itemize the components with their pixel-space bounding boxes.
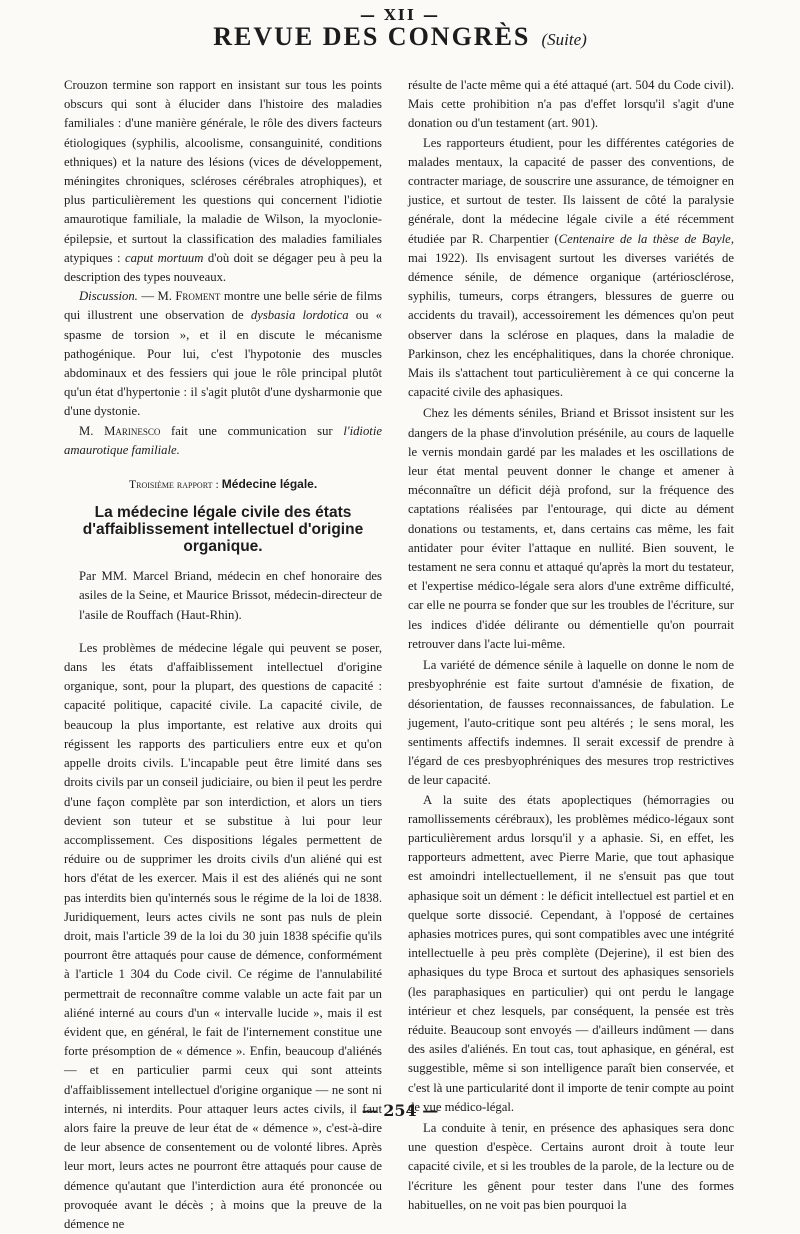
paragraph: La variété de démence sénile à laquelle on donne le nom de presbyophrénie est faite surtout d'amnésie de fixation, de désorientation, de fausses reconnaissances, de fabulation. Le jugement, l'auto-critique sont peu altérés ; le sens moral, les sentiments affectifs indemnes. Il serait excessif de prendre à l'égard de ces presbyophréniques des mesures trop restrictives de leur capacité. <box>408 658 734 788</box>
left-column <box>64 76 382 1234</box>
right-column <box>408 76 734 1215</box>
paragraph: Les rapporteurs étudient, pour les différentes catégories de malades mentaux, la capacité de passer des conventions, de contracter mariage, de souscrire une assurance, de témoigner en justice, et surtout de tester. Ils laissent de côté la paralysie générale, dont la médecine légale civile a été récemment étudiée par R. Charpentier (Centenaire de la thèse de Bayle, mai 1922). Ils envisagent surtout les diverses variétés de démence sénile, de démence organique (artériosclérose, syphilis, tumeurs, corps étrangers, blessures de guerre ou accidents du travail), accessoirement les démences qu'on peut observer dans la sclérose en plaques, dans la maladie de Parkinson, chez les encéphalitiques, dans la chorée chronique. Mais ils s'attachent tout particulièrement à ce qui concerne la capacité civile des aphasiques. <box>408 135 734 400</box>
paragraph: Chez les déments séniles, Briand et Brissot insistent sur les dangers de la phase d'involution présénile, au cours de laquelle le vernis mondain gardé par les malades et les oscillations de leur état mental peuvent donner le change et amener à méconnaître un déficit déjà profond, sur la fréquence des captations réalisées par l'entourage, qui dicte au dément donations ou testaments, et, dans certains cas même, les fait antidater pour éviter l'attaque en nullité. Bien souvent, le testament ne sera connu et attaqué qu'après la mort du testateur, et l'expertise médico-légale sera alors d'une extrême difficulté, car elle ne pourra se fonder que sur les troubles de l'écriture, sur les indices d'idée délirante ou démentielle qu'on pourrait retrouver dans l'acte lui-même. <box>408 406 734 651</box>
section-label: Troisième rapport : Médecine légale. <box>128 477 318 492</box>
article-authors: Par MM. Marcel Briand, médecin en chef honoraire des asiles de la Seine, et Maurice Brissot, médecin-directeur de l'asile de Rouffach (Haut-Rhin). <box>79 569 382 622</box>
journal-subtitle: (Suite) <box>541 30 587 49</box>
roman-page-number: — XII — <box>359 6 441 24</box>
paragraph: La conduite à tenir, en présence des aphasiques sera donc une question d'espèce. Certains auront droit à toute leur capacité civile, et si les troubles de la parole, de la lecture ou de l'écriture les gênent pour tester dans l'une des formes habituelles, on ne voit pas bien pourquoi la <box>408 1120 734 1212</box>
journal-title: REVUE DES CONGRÈS <box>213 22 531 51</box>
paragraph: M. Marinesco fait une communication sur l'idiotie amaurotique familiale. <box>64 423 382 457</box>
discussion-paragraph: Discussion. — M. Froment montre une belle série de films qui illustrent une observation de dysbasia lordotica ou « spasme de torsion », et il en discute le mécanisme pathogénique. Pour lui, c'est l'hypotonie des muscles abdominaux et des fessiers qui joue le rôle principal plutôt qu'un état d'hypertonie : il s'agit plutôt d'une dysharmonie que d'une dystonie. <box>64 289 383 419</box>
paragraph: résulte de l'acte même qui a été attaqué (art. 504 du Code civil). Mais cette prohibition n'a pas d'effet lorsqu'il s'agit d'une donation ou d'un testament (art. 901). <box>408 78 734 131</box>
page-number: — 254 — <box>361 1101 439 1120</box>
paragraph: A la suite des états apoplectiques (hémorragies ou ramollissements cérébraux), les problèmes médico-légaux sont particulièrement ardus lorsqu'il y a aphasie. Si, en effet, les rapporteurs admettent, avec Pierre Marie, que tout aphasique est amoindri intellectuellement, il ne s'ensuit pas que tout aphasique soit un dément : le déficit intellectuel est partiel et en quelque sorte dissocié. Cependant, à l'opposé de certaines aphasies motrices pures, qui sont compatibles avec une intégrité intellectuelle à peu près complète (Dejerine), il est bien des aphasiques du type Broca et surtout des aphasiques sensoriels (les paraphasiques en particulier) qui ont perdu le langage intérieur et chez lesquels, par conséquent, la pensée est très réduite. Beaucoup sont envoyés — d'ailleurs indûment — dans des asiles d'aliénés. En tout cas, tout aphasique, en général, est suggestible, même si son intelligence paraît bien conservée, et c'est là une particularité dont il importe de tenir compte au point de vue médico-légal. <box>408 792 734 1114</box>
paragraph: Les problèmes de médecine légale qui peuvent se poser, dans les états d'affaiblissement intellectuel d'origine organique, sont, pour la plupart, des questions de capacité : capacité politique, capacité civile. La capacité civile, de beaucoup la plus importante, est relative aux droits qui régissent les rapports des particuliers entre eux et qu'on appelle droits civils. L'incapable peut être limité dans ses droits civils par un conseil judiciaire, ou bien il peut les perdre d'une façon complète par son interdiction, et alors un tiers devient son tuteur et se substitue à lui pour leur accomplissement. Ces dispositions légales permettent de réduire ou de supprimer les droits civils d'un aliéné qui est hors d'état de les exercer. Mais il est des aliénés qui ne sont pas interdits bien qu'internés sous le régime de la loi de 1838. Juridiquement, leurs actes civils ne sont pas nuls de plein droit, mais l'article 39 de la loi du 30 juin 1838 spécifie qu'ils pourront être attaqués pour cause de démence, conformément à l'article 1 304 du Code civil. Ce régime de l'annulabilité permettrait de reconnaître comme valable un acte fait par un aliéné interné au cours d'un « intervalle lucide », mais il est évident que, en général, le fait de l'internement constitue une forte présomption de « démence ». Enfin, beaucoup d'aliénés — et en particulier parmi ceux qui sont atteints d'affaiblissement intellectuel d'origine organique — ne sont ni internés, ni interdits. Pour attaquer leurs actes civils, il faut alors faire la preuve de leur état de « démence », c'est-à-dire de leur absence de consentement ou de volonté libres. Après leur mort, leurs actes ne pourront être attaqués pour cause de démence qu'autant que l'interdiction aura été prononcée ou provoquée avant le décès ; à moins que la preuve de la démence ne <box>64 640 382 1231</box>
journal-masthead <box>0 22 800 52</box>
paragraph: Crouzon termine son rapport en insistant sur tous les points obscurs qui sont à élucider dans l'histoire des maladies familiales : d'une manière générale, le rôle des divers facteurs étiologiques (syphilis, alcoolisme, consanguinité, conditions ethniques) et la nature des lésions (vices de développement, méningites chroniques, scléroses cérébrales atrophiques), et plus particulièrement les questions qui concernent l'idiotie amaurotique familiale, la maladie de Wilson, la myoclonie-épilepsie, et surtout la classification des maladies familiales atypiques : caput mortuum d'où doit se dégager peu à peu la description des types nouveaux. <box>64 78 383 285</box>
article-title: La médecine légale civile des états d'affaiblissement intellectuel d'origine organique. <box>82 504 364 556</box>
